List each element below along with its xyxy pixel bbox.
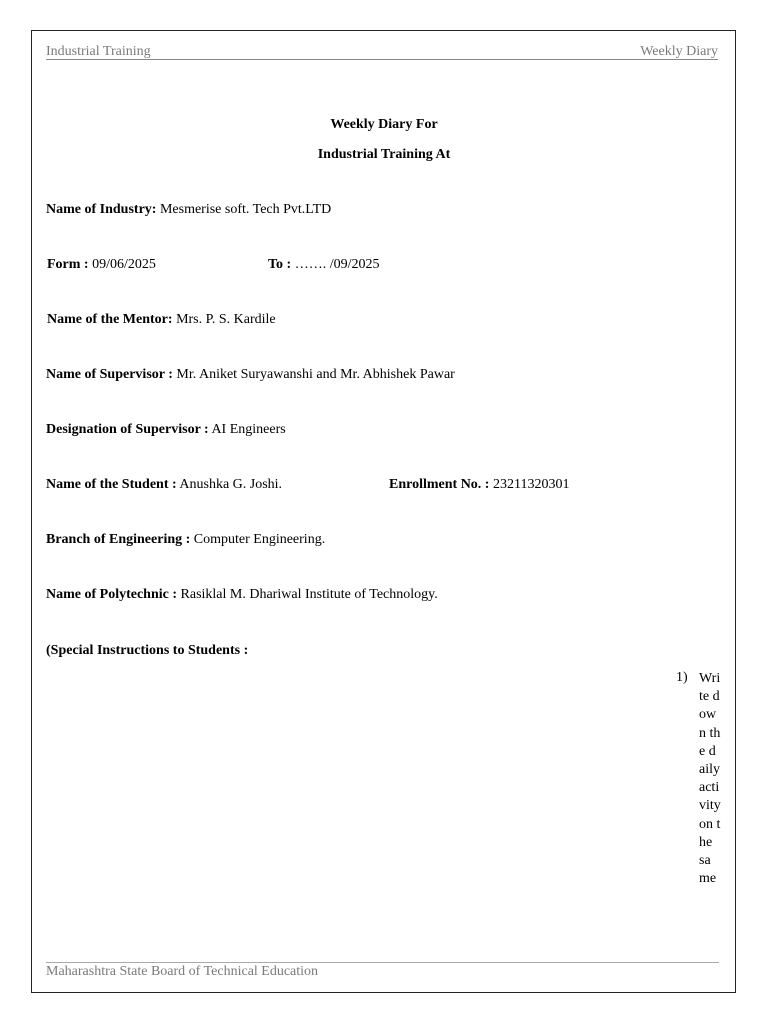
designation-label: Designation of Supervisor : xyxy=(46,422,209,437)
instructions-heading xyxy=(46,643,248,659)
mentor-label: Name of the Mentor: xyxy=(47,312,173,327)
industry-value: Mesmerise soft. Tech Pvt.LTD xyxy=(159,202,332,217)
student-label: Name of the Student : xyxy=(46,477,177,492)
supervisor-value: Mr. Aniket Suryawanshi and Mr. Abhishek Pawar xyxy=(176,367,455,382)
instruction-text: Write down the daily activity on the same xyxy=(699,671,721,887)
title-line-1: Weekly Diary For xyxy=(330,117,438,132)
industry-field xyxy=(46,202,331,218)
branch-value: Computer Engineering. xyxy=(193,532,326,547)
polytechnic-value: Rasiklal M. Dhariwal Institute of Technology. xyxy=(180,587,438,602)
to-label: To : xyxy=(268,257,292,272)
enrollment-value: 23211320301 xyxy=(492,477,570,492)
header-left: Industrial Training xyxy=(46,44,151,59)
instruction-number: 1) xyxy=(676,670,688,685)
instructions-heading-text: (Special Instructions to Students : xyxy=(46,643,249,658)
header-right: Weekly Diary xyxy=(640,44,718,59)
industry-label: Name of Industry: xyxy=(46,202,157,217)
mentor-value: Mrs. P. S. Kardile xyxy=(176,312,276,327)
footer-divider xyxy=(46,962,719,963)
title-line-2: Industrial Training At xyxy=(317,147,451,162)
to-value: ……. /09/2025 xyxy=(294,257,380,272)
page-border xyxy=(31,30,736,993)
polytechnic-label: Name of Polytechnic : xyxy=(46,587,178,602)
from-label: Form : xyxy=(47,257,89,272)
branch-label: Branch of Engineering : xyxy=(46,532,191,547)
from-value: 09/06/2025 xyxy=(92,257,156,272)
enrollment-field xyxy=(389,477,569,493)
branch-field xyxy=(46,532,325,548)
page-header xyxy=(46,44,718,60)
to-field xyxy=(268,257,380,273)
designation-field xyxy=(46,422,286,438)
mentor-field xyxy=(47,312,276,328)
page-footer: Maharashtra State Board of Technical Education xyxy=(46,964,319,979)
designation-value: AI Engineers xyxy=(211,422,286,437)
student-value: Anushka G. Joshi. xyxy=(179,477,283,492)
from-field xyxy=(47,257,156,273)
student-field xyxy=(46,477,282,493)
enrollment-label: Enrollment No. : xyxy=(389,477,490,492)
polytechnic-field xyxy=(46,587,438,603)
supervisor-label: Name of Supervisor : xyxy=(46,367,173,382)
supervisor-field xyxy=(46,367,455,383)
